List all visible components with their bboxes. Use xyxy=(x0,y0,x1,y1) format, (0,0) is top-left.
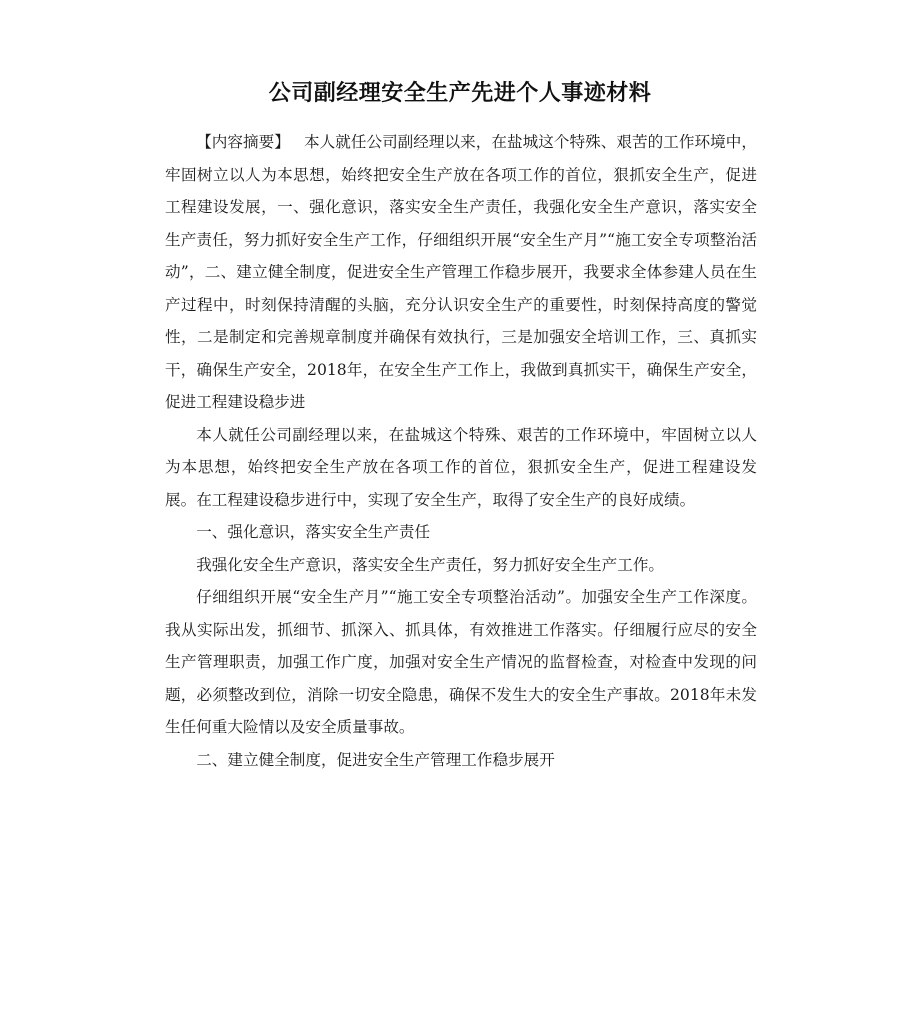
abstract-label: 【内容摘要】 xyxy=(196,133,290,151)
body-paragraph-awareness: 我强化安全生产意识，落实安全生产责任，努力抓好安全生产工作。 xyxy=(196,555,665,574)
section-heading-1: 一、强化意识，落实安全生产责任 xyxy=(196,523,431,541)
document-title: 公司副经理安全生产先进个人事迹材料 xyxy=(268,80,652,106)
abstract-text: 本人就任公司副经理以来，在盐城这个特殊、艰苦的工作环境中，牢固树立以人为本思想，始终把安全生产放在各项工作的首位，狠抓安全生产，促进工程建设发展，一、强化意识，落实安全生产责任，我强化安全生产意识，落实安全生产责任，努力抓好安全生产工作，仔细组织开展“安全生产月”“施工安全专项整治活动”，二、建立健全制度，促进安全生产管理工作稳步展开，我要求全体参建人员在生产过程中，时刻保持清醒的头脑，充分认识安全生产的重要性，时刻保持高度的警觉性，二是制定和完善规章制度并确保有效执行，三是加强安全培训工作，三、真抓实干，确保生产安全，2018年，在安全生产工作上，我做到真抓实干，确保生产安全，促进工程建设稳步进 xyxy=(165,133,757,411)
document-body xyxy=(165,126,757,776)
body-paragraph-intro: 本人就任公司副经理以来，在盐城这个特殊、艰苦的工作环境中，牢固树立以人为本思想，始终把安全生产放在各项工作的首位，狠抓安全生产，促进工程建设发展。在工程建设稳步进行中，实现了安全生产，取得了安全生产的良好成绩。 xyxy=(165,425,757,509)
body-paragraph-activities: 仔细组织开展“安全生产月”“施工安全专项整治活动”。加强安全生产工作深度。我从实际出发，抓细节、抓深入、抓具体，有效推进工作落实。仔细履行应尽的安全生产管理职责，加强工作广度，加强对安全生产情况的监督检查，对检查中发现的问题，必须整改到位，消除一切安全隐患，确保不发生大的安全生产事故。2018年未发生任何重大险情以及安全质量事故。 xyxy=(165,588,757,736)
abstract-paragraph xyxy=(165,126,757,419)
section-heading-2: 二、建立健全制度，促进安全生产管理工作稳步展开 xyxy=(196,750,555,769)
